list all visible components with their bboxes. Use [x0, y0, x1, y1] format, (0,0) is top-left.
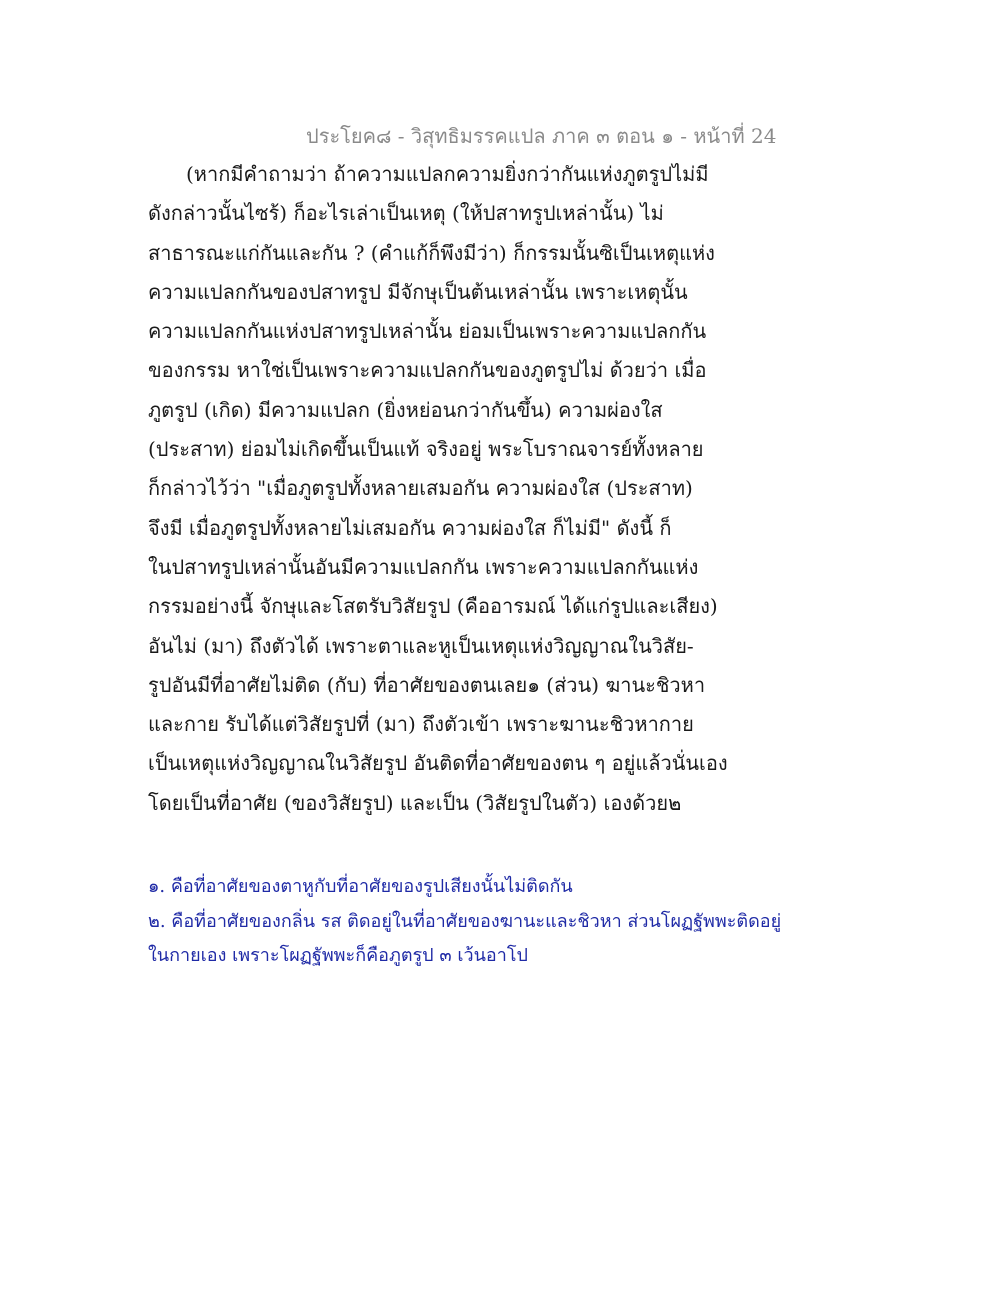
- body-line: กรรมอย่างนี้ จักษุและโสตรับวิสัยรูป (คืออารมณ์ ได้แก่รูปและเสียง): [148, 594, 718, 619]
- page-header: ประโยค๘ - วิสุทธิมรรคแปล ภาค ๓ ตอน ๑ - หน้าที่ 24: [306, 124, 777, 148]
- body-line: ความแปลกกันแห่งปสาทรูปเหล่านั้น ย่อมเป็นเพราะความแปลกกัน: [148, 319, 707, 344]
- body-line: และกาย รับได้แต่วิสัยรูปที่ (มา) ถึงตัวเข้า เพราะฆานะชิวหากาย: [148, 712, 694, 737]
- body-line: ภูตรูป (เกิด) มีความแปลก (ยิ่งหย่อนกว่ากันขึ้น) ความผ่องใส: [148, 397, 663, 422]
- body-line: จึงมี เมื่อภูตรูปทั้งหลายไม่เสมอกัน ความผ่องใส ก็ไม่มี" ดังนี้ ก็: [148, 515, 672, 540]
- body-line: ความแปลกกันของปสาทรูป มีจักษุเป็นต้นเหล่านั้น เพราะเหตุนั้น: [148, 279, 688, 304]
- body-line: ในปสาทรูปเหล่านั้นอันมีความแปลกกัน เพราะความแปลกกันแห่ง: [148, 554, 699, 579]
- body-line: ก็กล่าวไว้ว่า "เมื่อภูตรูปทั้งหลายเสมอกัน ความผ่องใส (ประสาท): [148, 476, 693, 501]
- body-paragraph: [148, 155, 728, 823]
- body-line: ของกรรม หาใช่เป็นเพราะความแปลกกันของภูตรูปไม่ ด้วยว่า เมื่อ: [148, 358, 707, 383]
- body-line: ดังกล่าวนั้นไซร้) ก็อะไรเล่าเป็นเหตุ (ให้ปสาทรูปเหล่านั้น) ไม่: [148, 201, 664, 226]
- body-line: อันไม่ (มา) ถึงตัวได้ เพราะตาและหูเป็นเหตุแห่งวิญญาณในวิสัย-: [148, 633, 694, 658]
- footnote-2-continued: ในกายเอง เพราะโผฏฐัพพะก็คือภูตรูป ๓ เว้นอาโป: [148, 945, 528, 966]
- footnotes: [148, 870, 788, 974]
- body-line: เป็นเหตุแห่งวิญญาณในวิสัยรูป อันติดที่อาศัยของตน ๆ อยู่แล้วนั่นเอง: [148, 751, 728, 776]
- body-line: (หากมีคำถามว่า ถ้าความแปลกความยิ่งกว่ากันแห่งภูตรูปไม่มี: [186, 162, 709, 186]
- footnote-2: ๒. คือที่อาศัยของกลิ่น รส ติดอยู่ในที่อาศัยของฆานะและชิวหา ส่วนโผฏฐัพพะติดอยู่: [148, 910, 782, 932]
- body-line: โดยเป็นที่อาศัย (ของวิสัยรูป) และเป็น (วิสัยรูปในตัว) เองด้วย๒: [148, 790, 682, 815]
- body-line: สาธารณะแก่กันและกัน ? (คำแก้ก็พึงมีว่า) ก็กรรมนั้นซิเป็นเหตุแห่ง: [148, 240, 715, 265]
- body-line: (ประสาท) ย่อมไม่เกิดขึ้นเป็นแท้ จริงอยู่ พระโบราณจารย์ทั้งหลาย: [148, 437, 704, 462]
- footnote-1: ๑. คือที่อาศัยของตาหูกับที่อาศัยของรูปเสียงนั้นไม่ติดกัน: [148, 876, 573, 897]
- body-line: รูปอันมีที่อาศัยไม่ติด (กับ) ที่อาศัยของตนเลย๑ (ส่วน) ฆานะชิวหา: [148, 672, 706, 697]
